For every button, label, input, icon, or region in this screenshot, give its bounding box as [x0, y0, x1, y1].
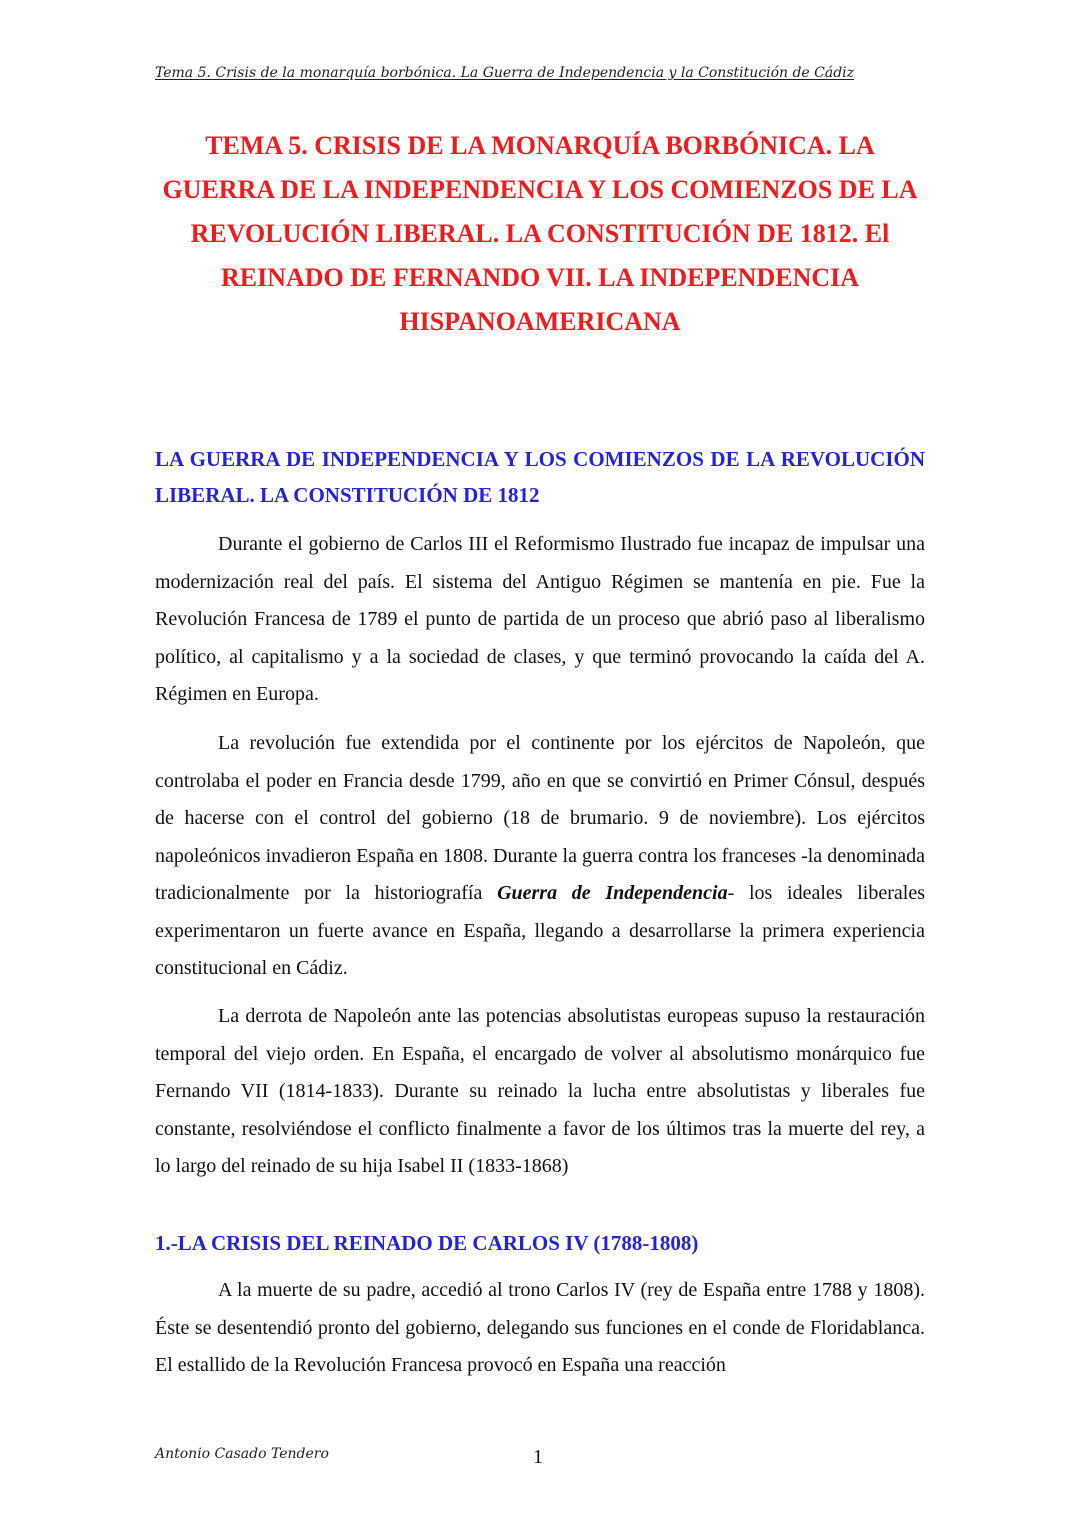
- section-heading-carlos-iv: 1.-LA CRISIS DEL REINADO DE CARLOS IV (1788-1808): [155, 1231, 699, 1255]
- paragraph-napoleon-text-b: - los ideales liberales experimentaron un fuerte avance en España, llegando a desarrollarse la primera experiencia constitucional en Cádiz.: [155, 882, 925, 979]
- paragraph-napoleon-text-a: La revolución fue extendida por el continente por los ejércitos de Napoleón, que controlaba el poder en Francia desde 1799, año en que se convirtió en Primer Cónsul, después de hacerse con el control del gobierno (18 de brumario. 9 de noviembre). Los ejércitos napoleónicos invadieron España en 1808. Durante la guerra contra los franceses -la denominada tradicionalmente por la historiografía: [155, 732, 925, 904]
- paragraph-fernando-vii: La derrota de Napoleón ante las potencias absolutistas europeas supuso la restauración temporal del viejo orden. En España, el encargado de volver al absolutismo monárquico fue Fernando VII (1814-1833). Durante su reinado la lucha entre absolutistas y liberales fue constante, resolviéndose el conflicto finalmente a favor de los últimos tras la muerte del rey, a lo largo del reinado de su hija Isabel II (1833-1868): [155, 1005, 925, 1177]
- paragraph-carlos-iv: A la muerte de su padre, accedió al trono Carlos IV (rey de España entre 1788 y 1808). Éste se desentendió pronto del gobierno, delegando sus funciones en el conde de Floridablanca. El estallido de la Revolución Francesa provocó en España una reacción: [155, 1279, 925, 1376]
- paragraph-reformismo: Durante el gobierno de Carlos III el Reformismo Ilustrado fue incapaz de impulsar una modernización real del país. El sistema del Antiguo Régimen se mantenía en pie. Fue la Revolución Francesa de 1789 el punto de partida de un proceso que abrió paso al liberalismo político, al capitalismo y a la sociedad de clases, y que terminó provocando la caída del A. Régimen en Europa.: [155, 533, 925, 705]
- footer-author: Antonio Casado Tendero: [155, 1446, 329, 1462]
- running-header: Tema 5. Crisis de la monarquía borbónica. La Guerra de Independencia y la Constitución de Cádiz: [155, 65, 855, 81]
- emphasis-guerra-de-independencia: Guerra de Independencia: [497, 882, 728, 904]
- section-heading-guerra-independencia: LA GUERRA DE INDEPENDENCIA Y LOS COMIENZOS DE LA REVOLUCIÓN LIBERAL. LA CONSTITUCIÓN DE 1812: [155, 447, 925, 507]
- paragraph-napoleon: [155, 725, 925, 988]
- page-number: 1: [533, 1446, 543, 1468]
- page-title: TEMA 5. CRISIS DE LA MONARQUÍA BORBÓNICA. LA GUERRA DE LA INDEPENDENCIA Y LOS COMIENZOS DE LA REVOLUCIÓN LIBERAL. LA CONSTITUCIÓN DE 1812. El REINADO DE FERNANDO VII. LA INDEPENDENCIA HISPANOAMERICANA: [162, 131, 918, 336]
